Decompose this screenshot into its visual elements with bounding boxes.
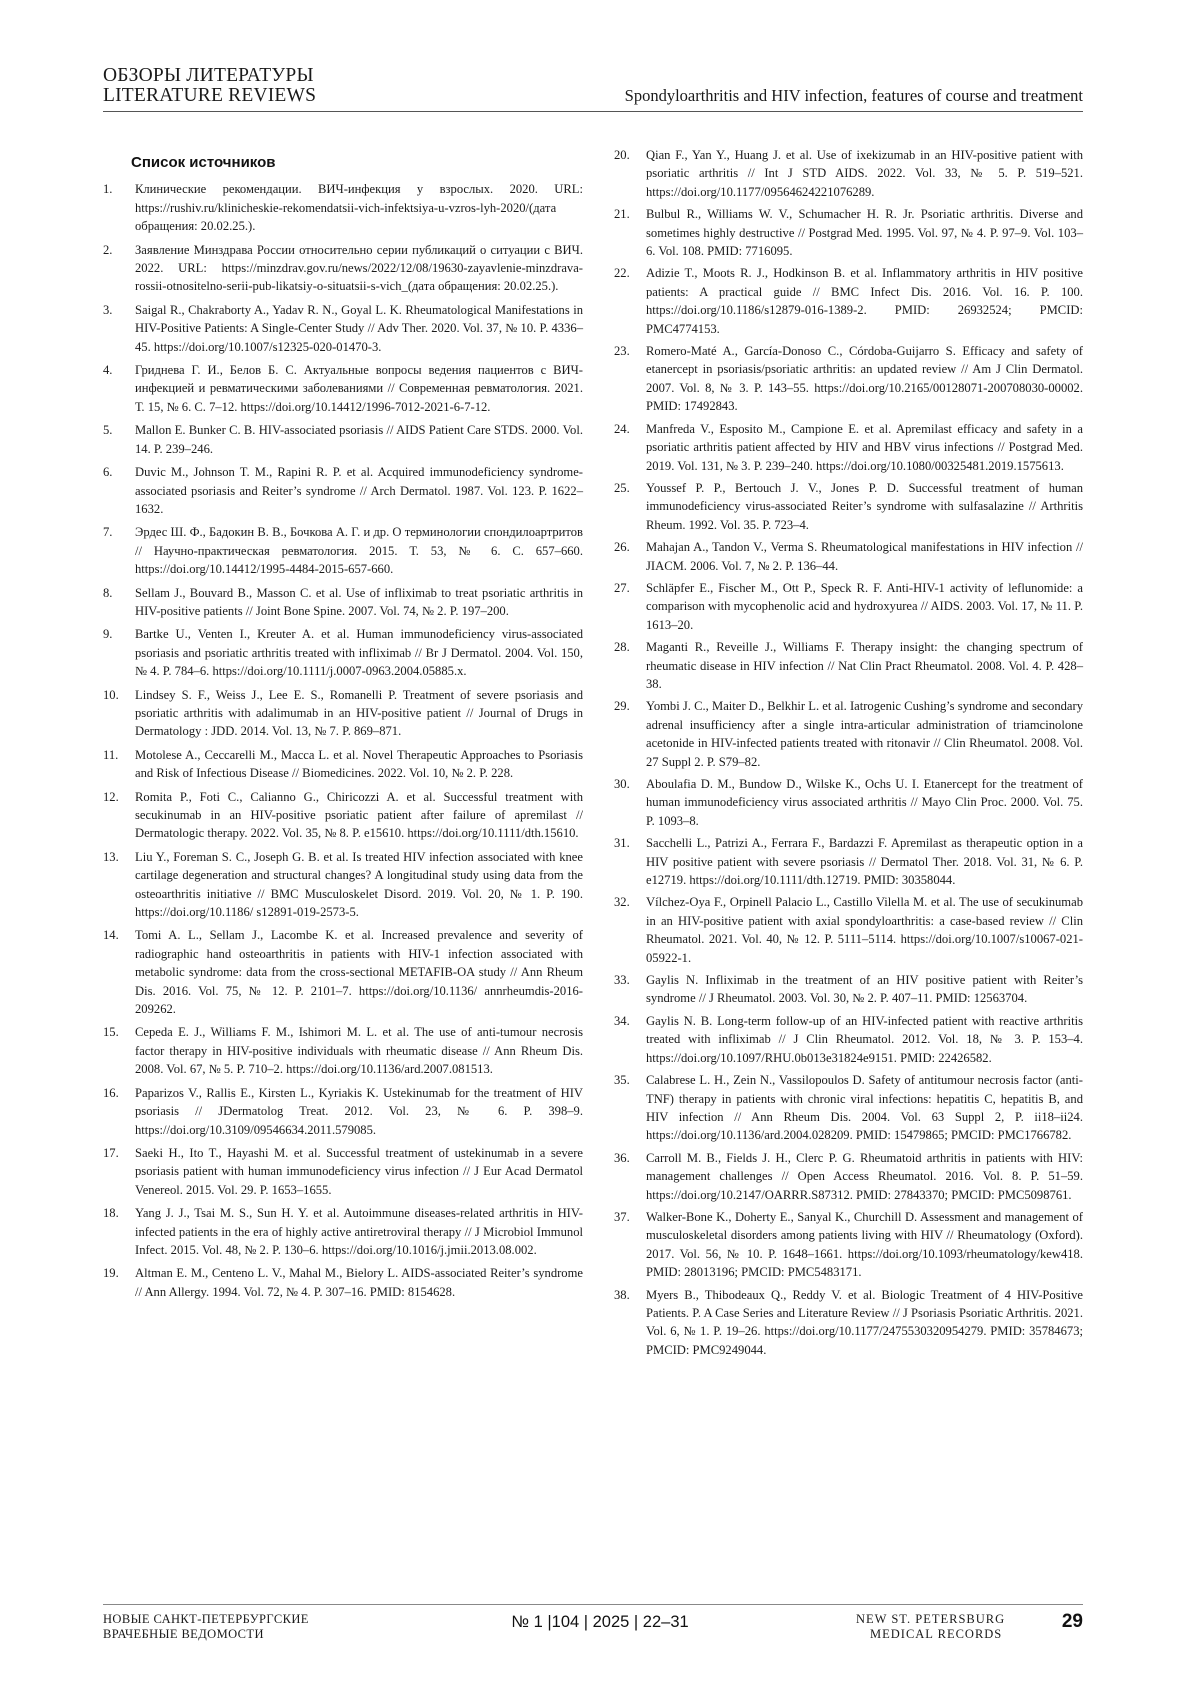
reference-text: Altman E. M., Centeno L. V., Mahal M., Bielory L. AIDS-associated Reiter’s syndrome // Ann Allergy. 1994. Vol. 72, № 4. P. 307–16. PMID: 8154628. bbox=[135, 1266, 583, 1299]
running-header-article-title: Spondyloarthritis and HIV infection, features of course and treatment bbox=[624, 86, 1083, 105]
reference-item bbox=[103, 1144, 583, 1199]
reference-item bbox=[103, 361, 583, 416]
reference-item bbox=[614, 342, 1083, 416]
section-title-en: LITERATURE REVIEWS bbox=[103, 85, 317, 106]
reference-item bbox=[103, 1204, 583, 1259]
reference-text: Gaylis N. B. Long-term follow-up of an HIV-infected patient with reactive arthritis treated with infliximab // J Clin Rheumatol. 2012. Vol. 18, № 3. P. 153–4. https://doi.org/10.1097/RHU.0b013e31824e9151. PMID: 22426582. bbox=[646, 1013, 1083, 1065]
reference-number: 32. bbox=[614, 895, 630, 910]
reference-text: Клинические рекомендации. ВИЧ-инфекция у взрослых. 2020. URL: https://rushiv.ru/klinicheskie-rekomendatsii-vich-infektsiya-u-vzros-lyh-2020/(дата обращения: 20.02.25.). bbox=[135, 182, 583, 234]
reference-text: Bartke U., Venten I., Kreuter A. et al. Human immunodeficiency virus-associated psoriasis and psoriatic arthritis treated with infliximab // Br J Dermatol. 2004. Vol. 150, № 4. P. 784–6. https://doi.org/10.1111/j.0007-0963.2004.05885.x. bbox=[135, 627, 583, 679]
journal-name-ru-line1: НОВЫЕ САНКТ-ПЕТЕРБУРГСКИЕ bbox=[103, 1612, 309, 1626]
reference-text: Romero-Maté A., García-Donoso C., Córdoba-Guijarro S. Efficacy and safety of etanercept in psoriasis/psoriatic arthritis: an updated review // Am J Clin Dermatol. 2007. Vol. 8, № 3. P. 143–55. https://doi.org/10.2165/00128071-200708030-00002. PMID: 17492843. bbox=[646, 344, 1083, 414]
reference-number: 6. bbox=[103, 465, 113, 480]
reference-text: Manfreda V., Esposito M., Campione E. et al. Apremilast efficacy and safety in a psoriatic arthritis patient affected by HIV and HBV virus infections // Postgrad Med. 2019. Vol. 131, № 3. P. 239–240. https://doi.org/10.1080/00325481.2019.1575613. bbox=[646, 421, 1083, 473]
reference-item bbox=[103, 686, 583, 741]
reference-text: Bulbul R., Williams W. V., Schumacher H. R. Jr. Psoriatic arthritis. Diverse and sometimes highly destructive // Postgrad Med. 1995. Vol. 97, № 4. P. 97–9. Vol. 103–6. Vol. 108. PMID: 7716095. bbox=[646, 207, 1083, 259]
reference-text: Calabrese L. H., Zein N., Vassilopoulos D. Safety of antitumour necrosis factor (anti-TNF) therapy in patients with chronic viral infections: hepatitis C, hepatitis B, and HIV infection // Ann Rheum Dis. 2004. Vol. 63 Suppl 2, P. ii18–ii24. https://doi.org/10.1136/ard.2004.028209. PMID: 15479865; PMCID: PMC1766782. bbox=[646, 1073, 1083, 1143]
reference-item bbox=[103, 421, 583, 458]
reference-number: 35. bbox=[614, 1073, 630, 1088]
reference-number: 29. bbox=[614, 699, 630, 714]
reference-list-left bbox=[103, 180, 583, 1301]
reference-item bbox=[614, 205, 1083, 260]
reference-number: 15. bbox=[103, 1025, 119, 1040]
footer-divider bbox=[103, 1604, 1083, 1605]
reference-list-right bbox=[614, 146, 1083, 1359]
reference-text: Sellam J., Bouvard B., Masson C. et al. Use of infliximab to treat psoriatic arthritis in HIV-positive patients // Joint Bone Spine. 2007. Vol. 74, № 2. P. 197–200. bbox=[135, 585, 583, 618]
reference-number: 21. bbox=[614, 207, 630, 222]
journal-name-en-line1: NEW ST. PETERSBURG bbox=[856, 1612, 1006, 1626]
reference-item bbox=[614, 1208, 1083, 1282]
reference-item bbox=[103, 1264, 583, 1301]
references-column-right bbox=[614, 146, 1083, 1363]
reference-number: 11. bbox=[103, 747, 119, 762]
reference-item bbox=[614, 1071, 1083, 1145]
reference-item bbox=[614, 579, 1083, 634]
reference-number: 8. bbox=[103, 585, 113, 600]
reference-item bbox=[614, 1286, 1083, 1360]
reference-number: 4. bbox=[103, 363, 113, 378]
reference-item bbox=[614, 775, 1083, 830]
reference-item bbox=[103, 625, 583, 680]
reference-item bbox=[103, 301, 583, 356]
reference-item bbox=[614, 538, 1083, 575]
issue-info: № 1 |104 | 2025 | 22–31 bbox=[511, 1613, 689, 1631]
reference-number: 7. bbox=[103, 525, 113, 540]
reference-number: 20. bbox=[614, 148, 630, 162]
reference-item bbox=[103, 788, 583, 843]
reference-text: Paparizos V., Rallis E., Kirsten L., Kyriakis K. Ustekinumab for the treatment of HIV psoriasis // JDermatolog Treat. 2012. Vol. 23, № 6. P. 398–9. https://doi.org/10.3109/09546634.2011.579085. bbox=[135, 1085, 583, 1137]
reference-number: 37. bbox=[614, 1209, 630, 1224]
references-column-left bbox=[103, 148, 583, 1306]
reference-text: Saigal R., Chakraborty A., Yadav R. N., Goyal L. K. Rheumatological Manifestations in HIV-Positive Patients: A Single-Center Study // Adv Ther. 2020. Vol. 37, № 10. P. 4336–45. https://doi.org/10.1007/s12325-020-01470-3. bbox=[135, 302, 583, 354]
reference-number: 28. bbox=[614, 640, 630, 655]
reference-text: Заявление Минздрава России относительно серии публикаций о ситуации с ВИЧ. 2022. URL: https://minzdrav.gov.ru/news/2022/12/08/19630-zayavlenie-minzdrava-rossii-otnositelno-serii-pub-likatsiy-o-situatsii-s-vich_(дата обращения: 20.02.25.). bbox=[135, 242, 583, 294]
reference-text: Duvic M., Johnson T. M., Rapini R. P. et al. Acquired immunodeficiency syndrome-associated psoriasis and Reiter’s syndrome // Arch Dermatol. 1987. Vol. 123. P. 1622–1632. bbox=[135, 465, 583, 516]
reference-item bbox=[103, 241, 583, 296]
reference-number: 34. bbox=[614, 1013, 630, 1028]
reference-number: 5. bbox=[103, 423, 113, 438]
reference-text: Mallon E. Bunker C. B. HIV-associated psoriasis // AIDS Patient Care STDS. 2000. Vol. 14. P. 239–246. bbox=[135, 423, 583, 456]
reference-number: 16. bbox=[103, 1085, 119, 1100]
reference-text: Youssef P. P., Bertouch J. V., Jones P. D. Successful treatment of human immunodeficiency virus-associated Reiter’s syndrome with sulfasalazine // Arthritis Rheum. 1992. Vol. 35. P. 723–4. bbox=[646, 480, 1083, 532]
reference-number: 27. bbox=[614, 580, 630, 595]
reference-item bbox=[103, 746, 583, 783]
reference-number: 26. bbox=[614, 540, 630, 555]
reference-text: Гриднева Г. И., Белов Б. С. Актуальные вопросы ведения пациентов с ВИЧ-инфекцией и ревматическими заболеваниями // Современная ревматология. 2021. Т. 15, № 6. С. 7–12. https://doi.org/10.14412/1996-7012-2021-6-7-12. bbox=[135, 363, 583, 414]
reference-item bbox=[103, 1023, 583, 1078]
reference-item bbox=[614, 420, 1083, 475]
reference-number: 30. bbox=[614, 777, 630, 791]
reference-text: Aboulafia D. M., Bundow D., Wilske K., Ochs U. I. Etanercept for the treatment of human immunodeficiency virus associated arthritis // Mayo Clin Proc. 2000. Vol. 75. P. 1093–8. bbox=[646, 777, 1083, 828]
reference-item bbox=[614, 697, 1083, 771]
reference-text: Motolese A., Ceccarelli M., Macca L. et al. Novel Therapeutic Approaches to Psoriasis and Risk of Infectious Disease // Biomedicines. 2022. Vol. 10, № 2. P. 228. bbox=[135, 747, 583, 781]
reference-text: Saeki H., Ito T., Hayashi M. et al. Successful treatment of ustekinumab in a severe psoriasis patient with human immunodeficiency virus infection // J Eur Acad Dermatol Venereol. 2015. Vol. 29. P. 1653–1655. bbox=[135, 1145, 583, 1197]
reference-number: 10. bbox=[103, 687, 119, 702]
reference-text: Yang J. J., Tsai M. S., Sun H. Y. et al. Autoimmune diseases-related arthritis in HIV-infected patients in the era of highly active antiretroviral therapy // J Microbiol Immunol Infect. 2015. Vol. 48, № 2. P. 130–6. https://doi.org/10.1016/j.jmii.2013.08.002. bbox=[135, 1206, 583, 1257]
reference-item bbox=[614, 893, 1083, 967]
reference-text: Sacchelli L., Patrizi A., Ferrara F., Bardazzi F. Apremilast as therapeutic option in a HIV positive patient with severe psoriasis // Dermatol Ther. 2018. Vol. 31, № 6. P. e12719. https://doi.org/10.1111/dth.12719. PMID: 30358044. bbox=[646, 836, 1083, 888]
header-divider bbox=[103, 111, 1083, 112]
reference-number: 12. bbox=[103, 789, 119, 804]
reference-text: Maganti R., Reveille J., Williams F. Therapy insight: the changing spectrum of rheumatic disease in HIV infection // Nat Clin Pract Rheumatol. 2008. Vol. 4. P. 428–38. bbox=[646, 640, 1083, 691]
reference-item bbox=[614, 479, 1083, 534]
reference-text: Romita P., Foti C., Calianno G., Chiricozzi A. et al. Successful treatment with secukinumab in an HIV-positive psoriatic patient after failure of apremilast // Dermatologic therapy. 2022. Vol. 35, № 8. P. e15610. https://doi.org/10.1111/dth.15610. bbox=[135, 789, 583, 841]
journal-name-en bbox=[856, 1612, 1005, 1642]
journal-name-ru-line2: ВРАЧЕБНЫЕ ВЕДОМОСТИ bbox=[103, 1627, 264, 1641]
reference-item bbox=[103, 523, 583, 578]
reference-text: Yombi J. C., Maiter D., Belkhir L. et al. Iatrogenic Cushing’s syndrome and secondary adrenal insufficiency after a single intra-articular administration of triamcinolone acetonide in HIV-infected patients treated with ritonavir // Clin Rheumatol. 2008. Vol. 27 Suppl 2. P. S79–82. bbox=[646, 699, 1083, 769]
reference-text: Schläpfer E., Fischer M., Ott P., Speck R. F. Anti-HIV-1 activity of leflunomide: a comparison with mycophenolic acid and hydroxyurea // AIDS. 2003. Vol. 17, № 11. P. 1613–20. bbox=[646, 580, 1083, 632]
reference-text: Mahajan A., Tandon V., Verma S. Rheumatological manifestations in HIV infection // JIACM. 2006. Vol. 7, № 2. P. 136–44. bbox=[646, 540, 1083, 573]
reference-text: Эрдес Ш. Ф., Бадокин В. В., Бочкова А. Г. и др. О терминологии спондилоартритов // Научно-практическая ревматология. 2015. Т. 53, № 6. С. 657–660. https://doi.org/10.14412/1995-4484-2015-657-660. bbox=[135, 525, 583, 577]
reference-text: Carroll M. B., Fields J. H., Clerc P. G. Rheumatoid arthritis in patients with HIV: management challenges // Open Access Rheumatol. 2016. Vol. 8. P. 51–59. https://doi.org/10.2147/OARRR.S87312. PMID: 27843370; PMCID: PMC5098761. bbox=[646, 1150, 1083, 1202]
reference-item bbox=[103, 1084, 583, 1139]
reference-text: Myers B., Thibodeaux Q., Reddy V. et al. Biologic Treatment of 4 HIV-Positive Patients. P. A Case Series and Literature Review // J Psoriasis Psoriatic Arthritis. 2021. Vol. 6, № 1. P. 19–26. https://doi.org/10.1177/2475530320954279. PMID: 35784673; PMCID: PMC9249044. bbox=[646, 1287, 1083, 1357]
running-header-section bbox=[103, 66, 316, 106]
reference-item bbox=[614, 1149, 1083, 1204]
reference-number: 19. bbox=[103, 1266, 119, 1281]
reference-text: Liu Y., Foreman S. C., Joseph G. B. et al. Is treated HIV infection associated with knee cartilage degeneration and structural changes? A longitudinal study using data from the osteoarthritis initiative // BMC Musculoskelet Disord. 2019. Vol. 20, № 1. P. 190. https://doi.org/10.1186/ s12891-019-2573-5. bbox=[135, 849, 583, 920]
reference-number: 23. bbox=[614, 344, 630, 359]
reference-text: Qian F., Yan Y., Huang J. et al. Use of ixekizumab in an HIV-positive patient with psoriatic arthritis // Int J STD AIDS. 2022. Vol. 33, № 5. P. 519–521. https://doi.org/10.1177/09564624221076289. bbox=[646, 148, 1083, 199]
reference-item bbox=[614, 638, 1083, 693]
reference-number: 2. bbox=[103, 242, 113, 257]
reference-number: 38. bbox=[614, 1287, 630, 1302]
reference-number: 14. bbox=[103, 928, 119, 943]
reference-number: 24. bbox=[614, 421, 630, 436]
reference-number: 13. bbox=[103, 849, 119, 864]
section-title-ru: ОБЗОРЫ ЛИТЕРАТУРЫ bbox=[103, 65, 314, 86]
reference-number: 36. bbox=[614, 1150, 630, 1165]
reference-number: 31. bbox=[614, 836, 630, 851]
reference-item bbox=[103, 180, 583, 235]
reference-text: Cepeda E. J., Williams F. M., Ishimori M. L. et al. The use of anti-tumour necrosis factor therapy in HIV-positive individuals with rheumatic disease // Ann Rheum Dis. 2008. Vol. 67, № 5. P. 710–2. https://doi.org/10.1136/ard.2007.081513. bbox=[135, 1025, 583, 1077]
reference-number: 18. bbox=[103, 1206, 119, 1221]
reference-text: Adizie T., Moots R. J., Hodkinson B. et al. Inflammatory arthritis in HIV positive patients: A practical guide // BMC Infect Dis. 2016. Vol. 16. P. 100. https://doi.org/10.1186/s12879-016-1389-2. PMID: 26932524; PMCID: PMC4774153. bbox=[646, 266, 1083, 336]
reference-text: Gaylis N. Infliximab in the treatment of an HIV positive patient with Reiter’s syndrome // J Rheumatol. 2003. Vol. 30, № 2. P. 407–11. PMID: 12563704. bbox=[646, 973, 1083, 1006]
reference-item bbox=[614, 1012, 1083, 1067]
reference-item bbox=[614, 146, 1083, 201]
page-number: 29 bbox=[1061, 1611, 1083, 1632]
journal-name-en-line2: MEDICAL RECORDS bbox=[870, 1627, 1003, 1641]
reference-item bbox=[103, 926, 583, 1018]
reference-text: Vílchez-Oya F., Orpinell Palacio L., Castillo Vilella M. et al. The use of secukinumab in an HIV-positive patient with axial spondyloarthritis: a case-based review // Clin Rheumatol. 2021. Vol. 40, № 12. P. 5111–5114. https://doi.org/10.1007/s10067-021-05922-1. bbox=[646, 895, 1083, 965]
reference-number: 9. bbox=[103, 627, 113, 642]
reference-number: 1. bbox=[103, 182, 113, 197]
reference-number: 3. bbox=[103, 302, 113, 317]
references-heading: Список источников bbox=[131, 154, 276, 171]
reference-text: Tomi A. L., Sellam J., Lacombe K. et al. Increased prevalence and severity of radiographic hand osteoarthritis in patients with HIV-1 infection associated with metabolic syndrome: data from the cross-sectional METAFIB-OA study // Ann Rheum Dis. 2016. Vol. 75, № 12. P. 2101–7. https://doi.org/10.1136/ annrheumdis-2016-209262. bbox=[135, 928, 583, 1017]
reference-item bbox=[614, 834, 1083, 889]
reference-text: Walker-Bone K., Doherty E., Sanyal K., Churchill D. Assessment and management of musculoskeletal disorders among patients living with HIV // Rheumatology (Oxford). 2017. Vol. 56, № 10. P. 1648–1661. https://doi.org/10.1093/rheumatology/kew418. PMID: 28013196; PMCID: PMC5483171. bbox=[646, 1209, 1083, 1280]
reference-number: 25. bbox=[614, 480, 630, 495]
reference-item bbox=[614, 971, 1083, 1008]
reference-item bbox=[103, 584, 583, 621]
reference-item bbox=[614, 264, 1083, 338]
reference-text: Lindsey S. F., Weiss J., Lee E. S., Romanelli P. Treatment of severe psoriasis and psoriatic arthritis with adalimumab in an HIV-positive patient // Journal of Drugs in Dermatology : JDD. 2014. Vol. 13, № 7. P. 869–871. bbox=[135, 687, 583, 739]
reference-item bbox=[103, 463, 583, 518]
reference-number: 22. bbox=[614, 266, 630, 281]
reference-item bbox=[103, 848, 583, 922]
reference-number: 17. bbox=[103, 1145, 119, 1160]
reference-number: 33. bbox=[614, 973, 630, 988]
